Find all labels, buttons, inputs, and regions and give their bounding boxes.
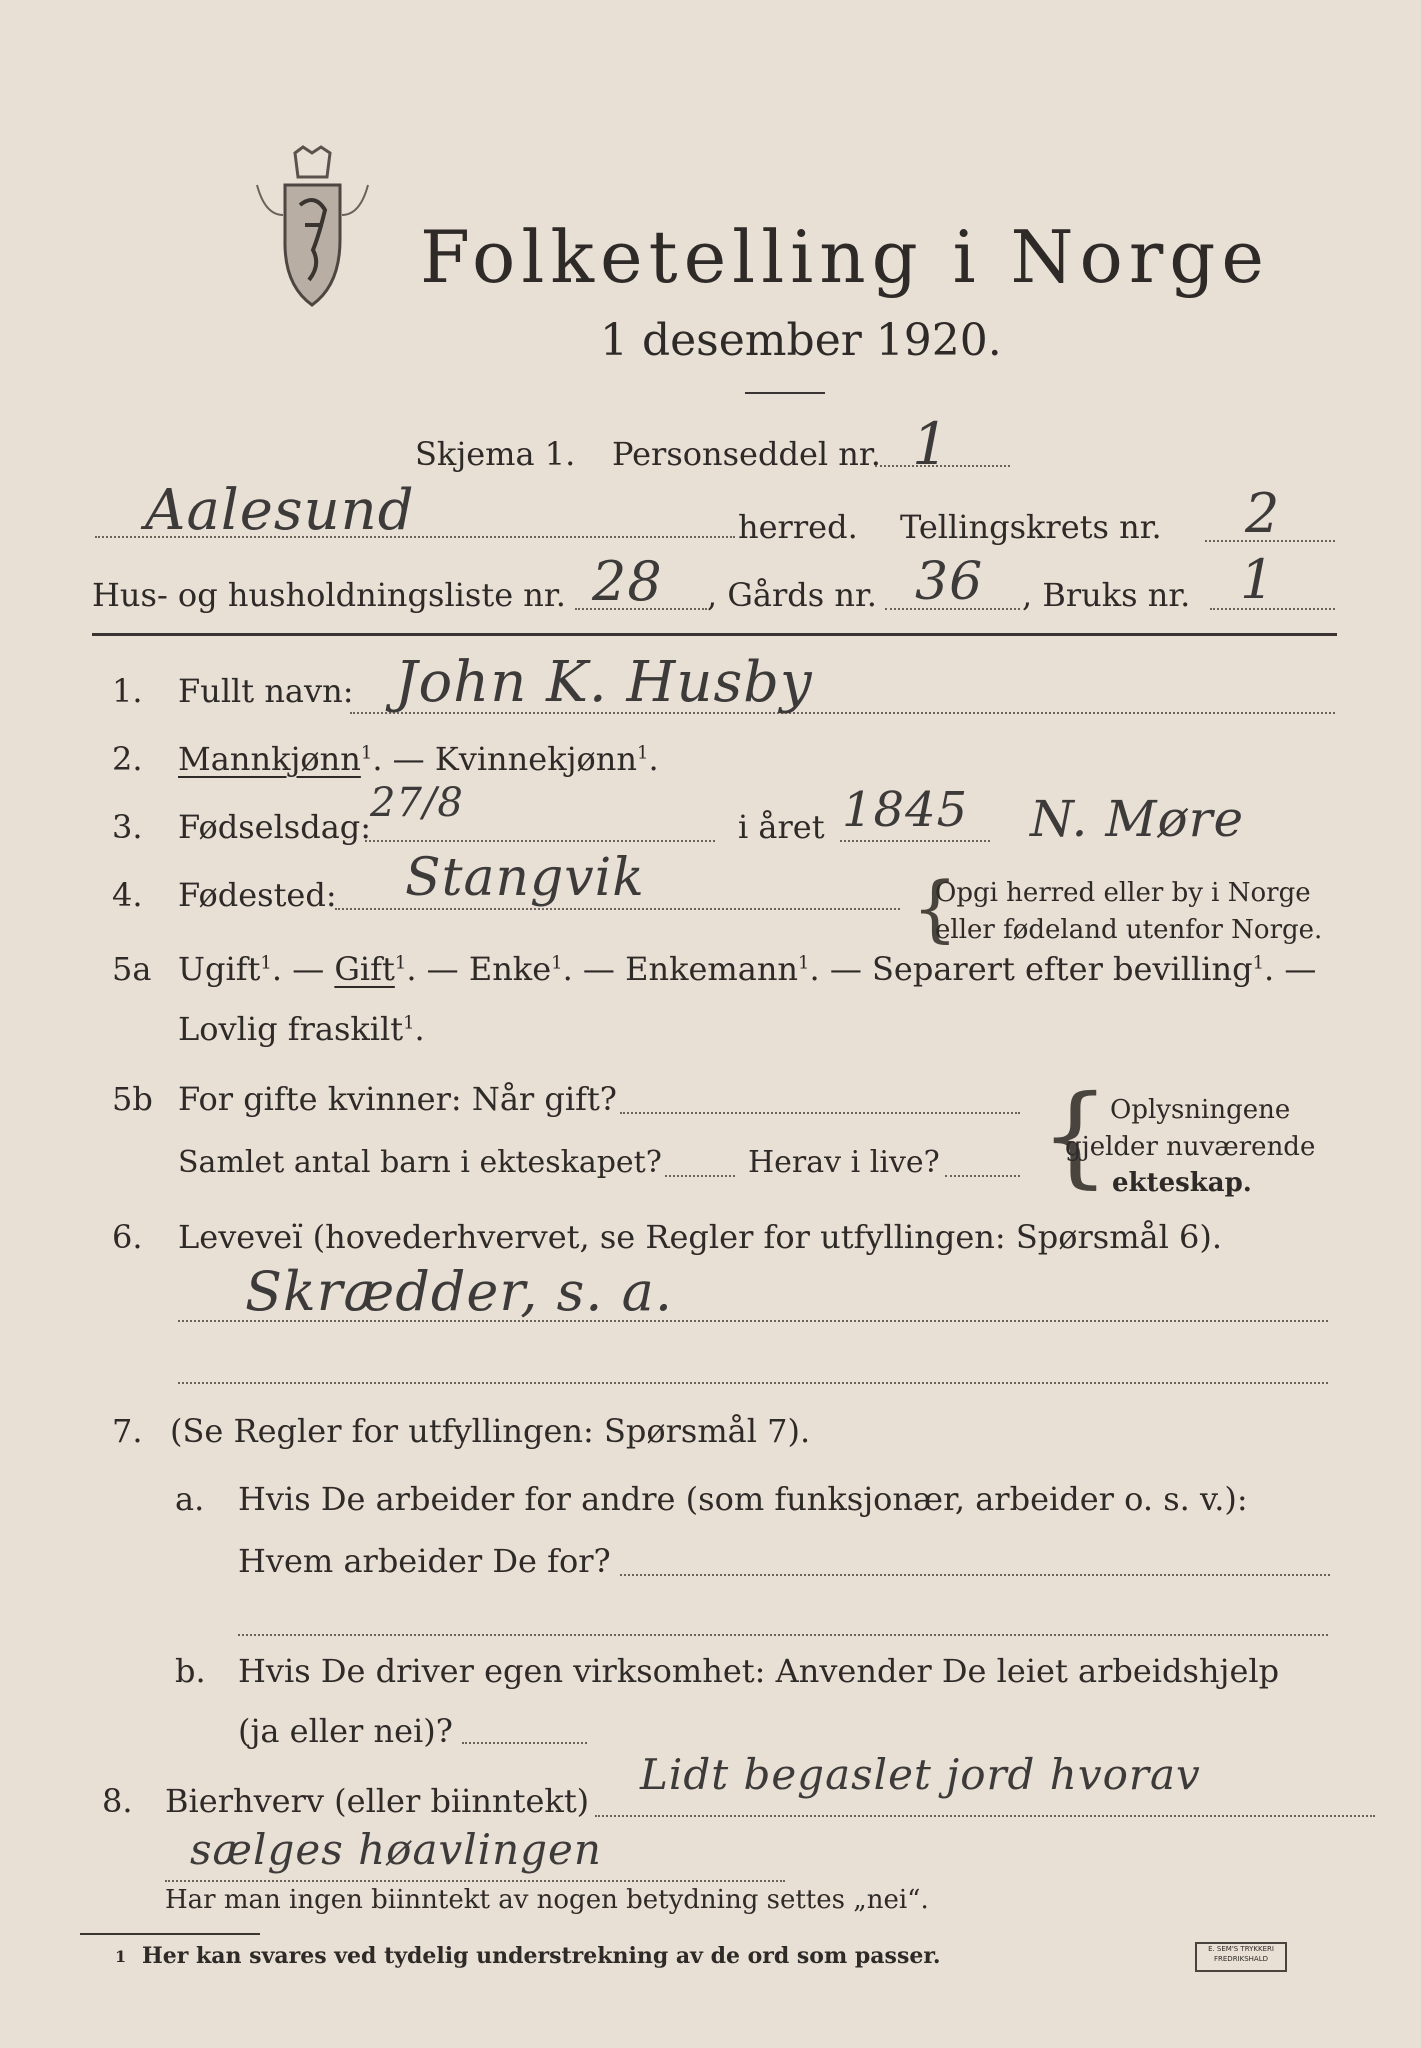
- birthplace-value[interactable]: Stangvik: [405, 848, 645, 908]
- q5b-note-line3: ekteskap.: [1112, 1168, 1252, 1198]
- q4-number: 4.: [112, 876, 143, 914]
- side-income-value2[interactable]: sælges høavlingen: [190, 1825, 602, 1874]
- q4-brace: {: [912, 866, 958, 950]
- herred-label: herred.: [738, 508, 858, 546]
- separator: . —: [562, 950, 626, 988]
- separator: . —: [406, 950, 469, 988]
- q5b-note-line2: gjelder nuværende: [1065, 1132, 1316, 1162]
- q5b-number: 5b: [112, 1080, 153, 1118]
- marital-separated-option[interactable]: Separert efter bevilling: [872, 950, 1253, 988]
- footnote-mark: 1: [115, 1947, 127, 1966]
- year-label: i året: [738, 808, 825, 846]
- bruks-value[interactable]: 1: [1240, 548, 1276, 611]
- marital-widow-option[interactable]: Enke: [468, 950, 552, 988]
- q5b-brace: {: [1040, 1071, 1110, 1199]
- birthday-value[interactable]: 27/8: [370, 780, 464, 826]
- herred-value[interactable]: Aalesund: [145, 478, 415, 543]
- hus-value[interactable]: 28: [592, 550, 663, 613]
- footnote-ref: 1: [798, 952, 810, 974]
- gender-options: [178, 740, 659, 778]
- children-line: [665, 1175, 735, 1177]
- q7a-question: Hvem arbeider De for?: [238, 1542, 611, 1580]
- hired-help-line: [462, 1742, 587, 1744]
- side-income-line1: [595, 1815, 1375, 1817]
- printer-mark: E. SEM'S TRYKKERI FREDRIKSHALD: [1195, 1942, 1287, 1972]
- employer-line2: [238, 1634, 1328, 1636]
- q2-number: 2.: [112, 740, 143, 778]
- side-income-value1[interactable]: Lidt begaslet jord hvorav: [640, 1750, 1201, 1799]
- footnote-ref: 1: [637, 742, 649, 764]
- q7-label: (Se Regler for utfyllingen: Spørsmål 7).: [170, 1412, 811, 1450]
- q5a-number: 5a: [112, 950, 152, 988]
- marital-options: [178, 950, 1316, 988]
- q7a-number: a.: [175, 1480, 205, 1518]
- q4-note-line2: eller fødeland utenfor Norge.: [935, 915, 1323, 945]
- tellingskrets-value[interactable]: 2: [1245, 482, 1281, 545]
- gender-female-option[interactable]: Kvinnekjønn: [434, 740, 637, 778]
- marital-divorced-row: Lovlig fraskilt$^1$.: [178, 1010, 425, 1048]
- occupation-line2: [178, 1382, 1328, 1384]
- separator: . —: [1264, 950, 1317, 988]
- q1-label: Fullt navn:: [178, 672, 354, 710]
- birth-year-line: [840, 840, 990, 842]
- birthplace-margin-note: N. Møre: [1030, 790, 1245, 848]
- q1-number: 1.: [112, 672, 143, 710]
- q8-label: Bierhverv (eller biinntekt): [165, 1782, 590, 1820]
- footnote-ref: 1: [360, 742, 373, 764]
- marital-divorced-option[interactable]: Lovlig fraskilt: [178, 1010, 404, 1048]
- personseddel-value[interactable]: 1: [912, 410, 950, 478]
- census-date: 1 desember 1920.: [600, 315, 1002, 366]
- footnote-text: Her kan svares ved tydelig understrekning av de ord som passer.: [142, 1943, 941, 1969]
- q4-note-line1: Opgi herred eller by i Norge: [935, 878, 1311, 908]
- separator: . —: [271, 950, 335, 988]
- q3-number: 3.: [112, 808, 143, 846]
- q6-label: Leveveï (hovederhvervet, se Regler for utfyllingen: Spørsmål 6).: [178, 1218, 1223, 1256]
- marital-unmarried-option[interactable]: Ugift: [178, 950, 261, 988]
- occupation-value[interactable]: Skrædder, s. a.: [245, 1260, 673, 1323]
- alive-label: Herav i live?: [748, 1145, 940, 1180]
- personseddel-label: Personseddel nr.: [612, 435, 881, 473]
- separator: . —: [372, 740, 435, 778]
- q3-label: Fødselsdag:: [178, 808, 372, 846]
- form-title: Folketelling i Norge: [420, 215, 1270, 299]
- q7a-text: Hvis De arbeider for andre (som funksjonær, arbeider o. s. v.):: [238, 1480, 1248, 1518]
- q6-number: 6.: [112, 1218, 143, 1256]
- birth-year-value[interactable]: 1845: [842, 782, 969, 838]
- schema-label: Skjema 1.: [415, 435, 576, 473]
- children-label: Samlet antal barn i ekteskapet?: [178, 1145, 662, 1180]
- marital-widower-option[interactable]: Enkemann: [625, 950, 799, 988]
- marital-married-option[interactable]: Gift: [334, 950, 395, 988]
- gards-label: , Gårds nr.: [707, 576, 877, 614]
- occupation-line1: [178, 1320, 1328, 1322]
- q7-number: 7.: [112, 1412, 143, 1450]
- footnote-ref: 1: [551, 952, 563, 974]
- footnote-ref: 1: [403, 1012, 415, 1034]
- coat-of-arms-icon: [255, 145, 370, 310]
- q4-label: Fødested:: [178, 876, 337, 914]
- hus-label: Hus- og husholdningsliste nr.: [92, 576, 566, 614]
- footnote-ref: 1: [394, 952, 407, 974]
- bruks-label: , Bruks nr.: [1022, 576, 1191, 614]
- q7b-question: (ja eller nei)?: [238, 1712, 453, 1750]
- tellingskrets-label: Tellingskrets nr.: [900, 508, 1162, 546]
- q7b-text: Hvis De driver egen virksomhet: Anvender De leiet arbeidshjelp: [238, 1652, 1280, 1690]
- q8-note: Har man ingen biinntekt av nogen betydning settes „nei“.: [165, 1885, 929, 1915]
- header-rule: [92, 633, 1337, 636]
- alive-line: [945, 1175, 1020, 1177]
- q7b-number: b.: [175, 1652, 206, 1690]
- q5b-note-line1: Oplysningene: [1110, 1095, 1291, 1125]
- side-income-line2: [165, 1880, 785, 1882]
- gards-value[interactable]: 36: [915, 552, 984, 612]
- terminator: .: [648, 740, 659, 778]
- footnote-ref: 1: [260, 952, 272, 974]
- full-name-value[interactable]: John K. Husby: [395, 650, 813, 715]
- separator: . —: [809, 950, 872, 988]
- gender-male-option[interactable]: Mannkjønn: [178, 740, 361, 778]
- married-when-line: [620, 1112, 1020, 1114]
- footnote-ref: 1: [1252, 952, 1265, 974]
- q5b-label: For gifte kvinner: Når gift?: [178, 1080, 617, 1118]
- birthplace-line: [335, 908, 900, 910]
- birthday-line: [365, 840, 715, 842]
- title-divider: [745, 392, 825, 394]
- q8-number: 8.: [102, 1782, 133, 1820]
- footnote-rule: [80, 1933, 260, 1935]
- employer-line1: [620, 1574, 1330, 1576]
